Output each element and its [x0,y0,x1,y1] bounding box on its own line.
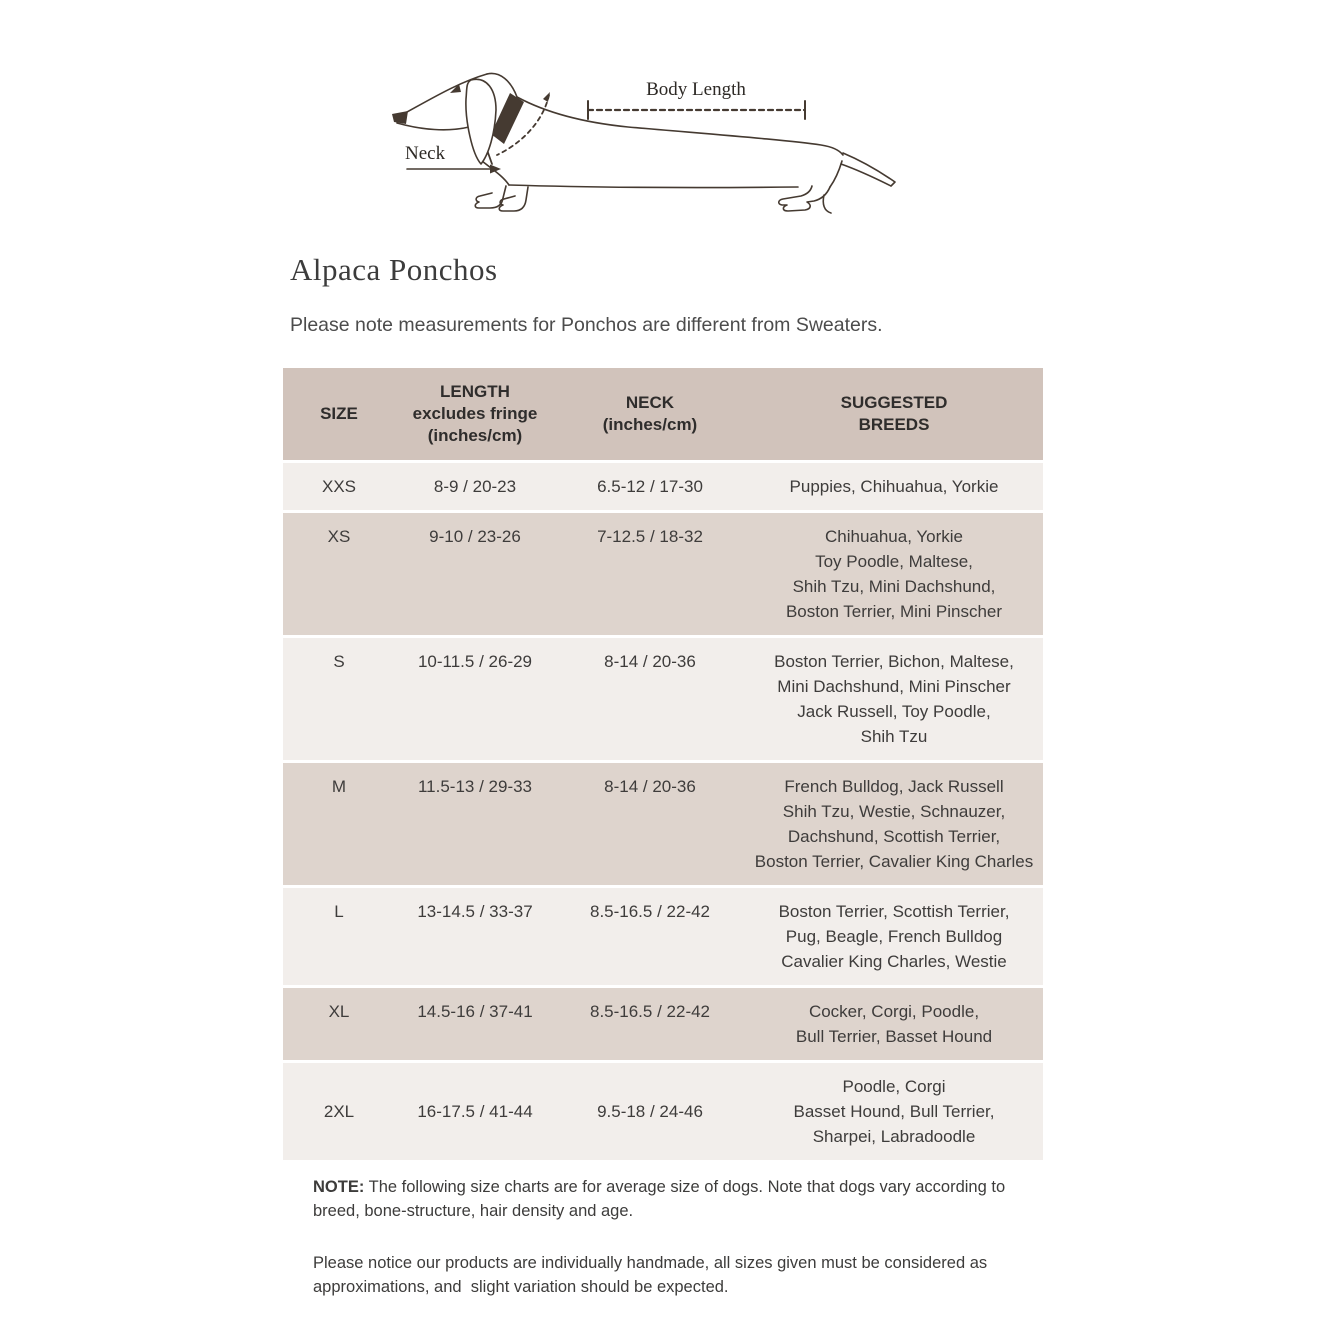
breed-line: Basset Hound, Bull Terrier, [793,1102,995,1121]
neck-cell: 9.5-18 / 24-46 [555,1062,745,1162]
header-breeds [745,368,1043,462]
breed-line: French Bulldog, Jack Russell [784,777,1004,796]
size-cell: M [283,762,395,887]
page-subtitle: Please note measurements for Ponchos are different from Sweaters. [290,314,883,336]
header-size [283,368,395,462]
table-row [283,762,1043,887]
neck-label: Neck [405,143,446,164]
header-length-label: LENGTH [440,382,510,401]
length-cell: 11.5-13 / 29-33 [395,762,555,887]
header-breeds-label2: BREEDS [858,415,930,434]
breed-line: Jack Russell, Toy Poodle, [797,702,991,721]
breeds-cell [745,762,1043,887]
header-length-sub2: (inches/cm) [427,426,523,445]
size-table-header [283,368,1043,462]
breed-line: Dachshund, Scottish Terrier, [787,827,1001,846]
length-cell: 10-11.5 / 26-29 [395,637,555,762]
breed-line: Bull Terrier, Basset Hound [795,1027,993,1046]
header-neck-label: NECK [625,393,675,412]
breeds-cell [745,512,1043,637]
breed-line: Cocker, Corgi, Poodle, [808,1002,980,1021]
breed-line: Mini Dachshund, Mini Pinscher [777,677,1011,696]
breed-line: Boston Terrier, Bichon, Maltese, [774,652,1014,671]
size-cell: 2XL [283,1062,395,1162]
neck-cell: 8.5-16.5 / 22-42 [555,987,745,1062]
page-title: Alpaca Ponchos [290,252,498,287]
size-cell: XL [283,987,395,1062]
breed-line: Toy Poodle, Maltese, [815,552,973,571]
breeds-cell [745,462,1043,512]
breed-line: Pug, Beagle, French Bulldog [785,927,1003,946]
neck-cell: 8-14 / 20-36 [555,637,745,762]
footer-notes [313,1176,1025,1327]
table-row [283,987,1043,1062]
size-cell: S [283,637,395,762]
header-length-sub1: excludes fringe [412,404,538,423]
size-table-body [283,462,1043,1162]
body-length-label: Body Length [646,79,746,100]
neck-cell: 8.5-16.5 / 22-42 [555,887,745,987]
dog-tail [841,153,895,186]
neck-cell: 8-14 / 20-36 [555,762,745,887]
dog-nose [392,111,408,124]
breed-line: Shih Tzu, Mini Dachshund, [792,577,996,596]
note-sizes [313,1176,1025,1224]
body-length-line [588,101,805,119]
header-size-label: SIZE [320,404,358,423]
size-cell: XXS [283,462,395,512]
breeds-cell [745,1062,1043,1162]
neck-cell: 7-12.5 / 18-32 [555,512,745,637]
header-length [395,368,555,462]
breed-line: Poodle, Corgi [842,1077,946,1096]
breed-line: Cavalier King Charles, Westie [781,952,1007,971]
header-breeds-label1: SUGGESTED [840,393,948,412]
dog-illustration-icon [383,50,910,230]
breed-line: Sharpei, Labradoodle [812,1127,976,1146]
table-row [283,512,1043,637]
length-cell: 9-10 / 23-26 [395,512,555,637]
note-label: NOTE: [313,1178,365,1196]
table-row [283,887,1043,987]
note-sizes-text: The following size charts are for average size of dogs. Note that dogs vary according to breed, bone-structure, hair density and age. [313,1178,1010,1220]
table-row [283,637,1043,762]
breeds-cell [745,637,1043,762]
breeds-cell [745,987,1043,1062]
breed-line: Puppies, Chihuahua, Yorkie [789,477,999,496]
breed-line: Shih Tzu, Westie, Schnauzer, [782,802,1006,821]
size-cell: L [283,887,395,987]
note-handmade: Please notice our products are individually handmade, all sizes given must be considered as approximations, and slight variation should be expected. [313,1253,992,1296]
neck-arrow [407,165,501,174]
length-cell: 8-9 / 20-23 [395,462,555,512]
size-cell: XS [283,512,395,637]
table-row [283,462,1043,512]
breed-line: Boston Terrier, Cavalier King Charles [754,852,1034,871]
header-neck-sub: (inches/cm) [602,415,698,434]
breed-line: Boston Terrier, Scottish Terrier, [778,902,1010,921]
dog-ear [466,79,496,164]
header-neck [555,368,745,462]
breed-line: Chihuahua, Yorkie [824,527,963,546]
dog-measurement-diagram [383,50,910,230]
length-cell: 13-14.5 / 33-37 [395,887,555,987]
breed-line: Shih Tzu [860,727,928,746]
breeds-cell [745,887,1043,987]
table-row [283,1062,1043,1162]
size-table [283,368,1043,1163]
header-row [283,368,1043,462]
length-cell: 14.5-16 / 37-41 [395,987,555,1062]
breed-line: Boston Terrier, Mini Pinscher [785,602,1003,621]
neck-cell: 6.5-12 / 17-30 [555,462,745,512]
length-cell: 16-17.5 / 41-44 [395,1062,555,1162]
